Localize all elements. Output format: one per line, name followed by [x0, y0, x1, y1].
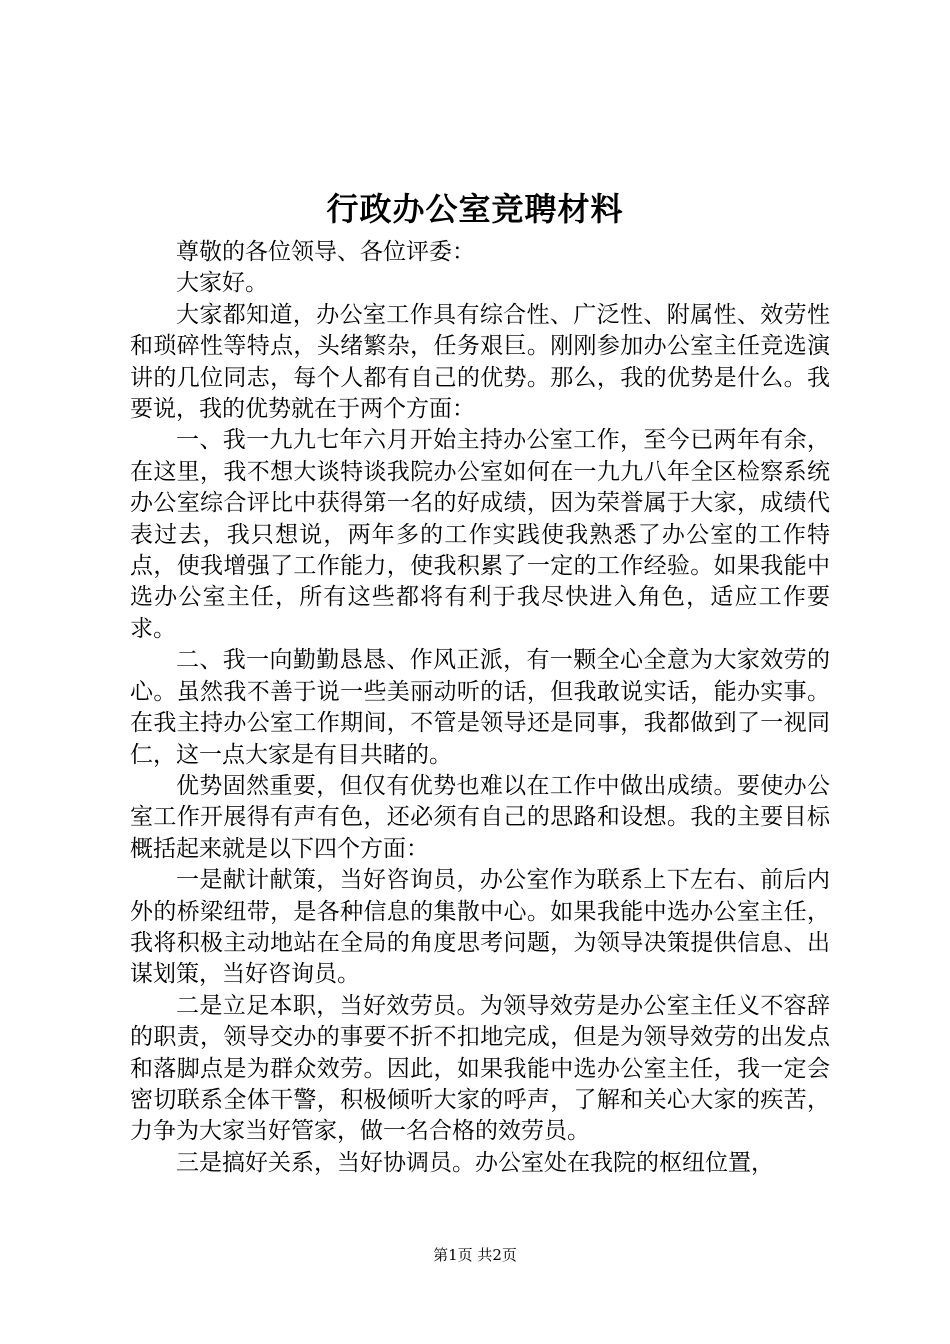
paragraph-goal-two: 二是立足本职，当好效劳员。为领导效劳是办公室主任义不容辞的职责，领导交办的事要不折不扣地完成，但是为领导效劳的出发点和落脚点是为群众效劳。因此，如果我能中选办公室主任，我一定会密切联系全体干警，积极倾听大家的呼声，了解和关心大家的疾苦，力争为大家当好管家，做一名合格的效劳员。 [130, 992, 830, 1145]
paragraph-goal-one: 一是献计献策，当好咨询员，办公室作为联系上下左右、前后内外的桥梁纽带，是各种信息的集散中心。如果我能中选办公室主任，我将积极主动地站在全局的角度思考问题，为领导决策提供信息、出谋划策，当好咨询员。 [130, 867, 830, 988]
paragraph-advantage-two: 二、我一向勤勤恳恳、作风正派，有一颗全心全意为大家效劳的心。虽然我不善于说一些美丽动听的话，但我敢说实话，能办实事。在我主持办公室工作期间，不管是领导还是同事，我都做到了一视同仁，这一点大家是有目共睹的。 [130, 647, 830, 768]
greeting: 大家好。 [176, 270, 268, 297]
document-body [130, 237, 830, 1179]
paragraph-goals-intro: 优势固然重要，但仅有优势也难以在工作中做出成绩。要使办公室工作开展得有声有色，还必须有自己的思路和设想。我的主要目标概括起来就是以下四个方面： [130, 772, 830, 862]
paragraph-advantage-one: 一、我一九九七年六月开始主持办公室工作，至今已两年有余，在这里，我不想大谈特谈我院办公室如何在一九九八年全区检察系统办公室综合评比中获得第一名的好成绩，因为荣誉属于大家，成绩代表过去，我只想说，两年多的工作实践使我熟悉了办公室的工作特点，使我增强了工作能力，使我积累了一定的工作经验。如果我能中选办公室主任，所有这些都将有利于我尽快进入角色，适应工作要求。 [130, 427, 830, 642]
paragraph-intro: 大家都知道，办公室工作具有综合性、广泛性、附属性、效劳性和琐碎性等特点，头绪繁杂，任务艰巨。刚刚参加办公室主任竞选演讲的几位同志，每个人都有自己的优势。那么，我的优势是什么。我要说，我的优势就在于两个方面： [130, 301, 830, 423]
salutation: 尊敬的各位领导、各位评委： [176, 239, 475, 265]
page-number-footer: 第1页 共2页 [433, 1246, 517, 1264]
document-title: 行政办公室竞聘材料 [326, 190, 624, 228]
paragraph-goal-three: 三是搞好关系，当好协调员。办公室处在我院的枢纽位置， [176, 1149, 774, 1176]
